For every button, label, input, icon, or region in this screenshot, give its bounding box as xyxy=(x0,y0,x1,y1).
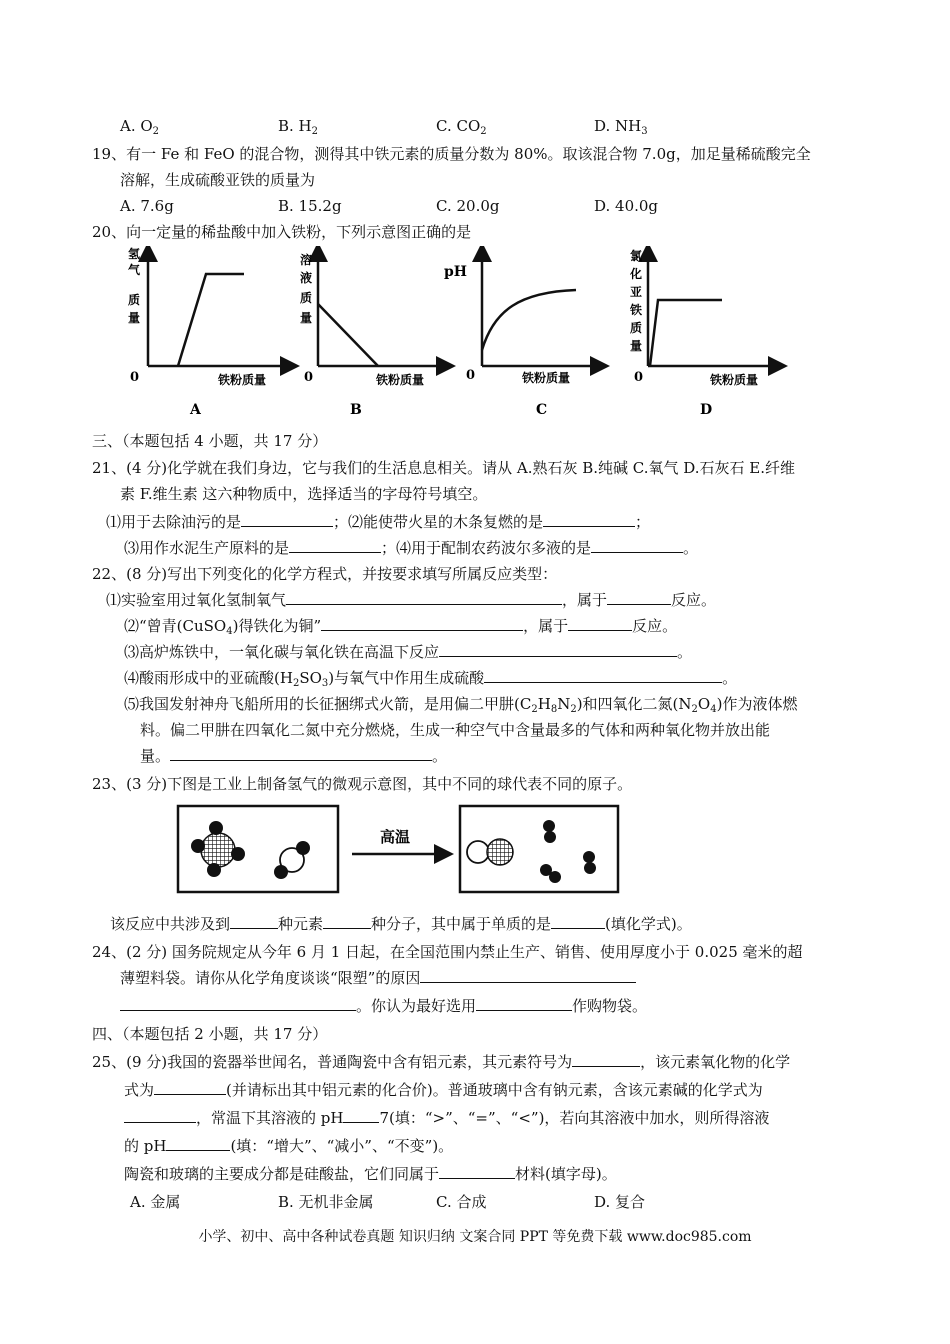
hydrogen-molecule-1 xyxy=(543,820,556,843)
q21-text-line2: 素 F.维生素 这六种物质中，选择适当的字母符号填空。 xyxy=(120,485,488,503)
q24-blank-3[interactable] xyxy=(476,996,572,1011)
q22-sub1: ⑴实验室用过氧化氢制氧气 ，属于 反应。 xyxy=(106,591,717,609)
q21-blank-2[interactable] xyxy=(543,512,635,527)
page-footer: 小学、初中、高中各种试卷真题 知识归纳 文案合同 PPT 等免费下载 www.doc985.com xyxy=(198,1229,752,1245)
q22-blank-7[interactable] xyxy=(170,746,432,761)
q18-option-c: C. $CO_2$ xyxy=(436,117,487,137)
q19-text-line2: 溶解，生成硫酸亚铁的质量为 xyxy=(120,171,316,189)
q25-text-line1: 25、(9 分)我国的瓷器举世闻名，普通陶瓷中含有铝元素，其元素符号为 ，该元素氧化物的化学 xyxy=(92,1053,791,1071)
graph-c xyxy=(444,252,600,418)
graph-a-ylabel-0: 氢 xyxy=(128,247,141,261)
q25-text-line2: 式为 (并请标出其中铝元素的化合价)。普通玻璃中含有钠元素，含该元素碱的化学式为 xyxy=(124,1081,763,1099)
q24-blank-1[interactable] xyxy=(420,968,636,983)
q20-text: 20、向一定量的稀盐酸中加入铁粉，下列示意图正确的是 xyxy=(92,223,472,241)
graph-d-xlabel: 铁粉质量 xyxy=(710,373,759,387)
graph-d-ylabel-1: 化 xyxy=(630,267,643,281)
graph-c-xlabel: 铁粉质量 xyxy=(522,371,571,385)
q25-option-b: B. 无机非金属 xyxy=(278,1193,374,1211)
water-molecule xyxy=(274,841,310,879)
q22-sub5-line1: ⑸我国发射神舟飞船所用的长征捆绑式火箭，是用偏二甲肼$(C_2H_8N_2)$和四氧化二氮$(N_2O_4)$作为液体燃 xyxy=(124,695,798,715)
q23-blank-3[interactable] xyxy=(551,914,605,929)
graph-a-ylabel-2: 质 xyxy=(128,293,141,307)
q21-blank-3[interactable] xyxy=(289,538,381,553)
hydrogen-molecule-2 xyxy=(540,864,561,883)
graph-b xyxy=(300,252,446,418)
q22-blank-5[interactable] xyxy=(439,642,677,657)
q23-answer-line: 该反应中共涉及到 种元素 种分子，其中属于单质的是 (填化学式)。 xyxy=(110,915,692,933)
q21-text-line1: 21、(4 分)化学就在我们身边，它与我们的生活息息相关。请从 A.熟石灰 B.纯碱 C.氧气 D.石灰石 E.纤维 xyxy=(92,459,796,477)
graph-d-ylabel-2: 亚 xyxy=(630,285,643,299)
q25-option-a: A. 金属 xyxy=(130,1193,181,1211)
q19-option-a: A. 7.6g xyxy=(120,197,174,215)
graph-c-curve xyxy=(482,290,576,350)
q19-option-c: C. 20.0g xyxy=(436,197,500,215)
q18-option-a: A. $O_2$ xyxy=(120,117,160,137)
q25-blank-2[interactable] xyxy=(154,1080,226,1095)
q19-option-d: D. 40.0g xyxy=(594,197,659,215)
graph-d-ylabel-5: 量 xyxy=(630,339,643,353)
graph-c-ylabel: pH xyxy=(444,264,468,280)
q24-text-line2: 薄塑料袋。请你从化学角度谈谈“限塑”的原因 xyxy=(120,968,636,988)
q24-text-line3: 。你认为最好选用 作购物袋。 xyxy=(120,996,647,1016)
graph-a xyxy=(128,246,290,418)
graph-b-curve xyxy=(318,304,378,366)
graph-d xyxy=(629,248,778,418)
q25-option-c: C. 合成 xyxy=(436,1193,487,1211)
hydrogen-molecule-3 xyxy=(583,851,596,874)
q25-blank-6[interactable] xyxy=(439,1164,515,1179)
q23-title: 23、(3 分)下图是工业上制备氢气的微观示意图，其中不同的球代表不同的原子。 xyxy=(92,775,633,793)
q25-text-line3: ，常温下其溶液的 pH 7(填：“>”、“=”、“<”)，若向其溶液中加水，则所得溶液 xyxy=(124,1108,769,1128)
q22-sub4: ⑷酸雨形成中的亚硫酸$(H_2SO_3)$与氧气中作用生成硫酸 。 xyxy=(124,669,738,689)
q19-text-line1: 19、有一 Fe 和 FeO 的混合物，测得其中铁元素的质量分数为 80%。取该混合物 7.0g，加足量稀硫酸完全 xyxy=(92,145,811,163)
section-4-heading: 四、（本题包括 2 小题，共 17 分） xyxy=(92,1025,328,1043)
q19-option-b: B. 15.2g xyxy=(278,197,342,215)
graph-a-letter: A xyxy=(190,402,201,418)
q22-title: 22、(8 分)写出下列变化的化学方程式，并按要求填写所属反应类型： xyxy=(92,565,558,583)
graph-a-ylabel-3: 量 xyxy=(128,311,141,325)
q25-blank-4[interactable] xyxy=(343,1108,379,1123)
graph-a-curve xyxy=(178,274,244,366)
graph-c-letter: C xyxy=(536,402,548,418)
graph-d-letter: D xyxy=(700,402,713,418)
q22-sub3: ⑶高炉炼铁中，一氧化碳与氧化铁在高温下反应 。 xyxy=(124,643,693,661)
q25-option-d: D. 复合 xyxy=(594,1193,646,1211)
q22-sub5-line3: 量。 。 xyxy=(140,747,448,765)
graph-d-ylabel-4: 质 xyxy=(630,321,643,335)
q23-blank-2[interactable] xyxy=(323,914,371,929)
q24-blank-2[interactable] xyxy=(120,996,356,1011)
q22-blank-3[interactable] xyxy=(321,616,523,631)
q20-graphs xyxy=(110,246,790,421)
q25-blank-1[interactable] xyxy=(572,1052,640,1067)
graph-d-curve xyxy=(650,300,722,366)
q21-sub2: ⑶用作水泥生产原料的是 ；⑷用于配制农药波尔多液的是 。 xyxy=(124,539,699,557)
q21-blank-4[interactable] xyxy=(591,538,683,553)
q18-option-b: B. $H_2$ xyxy=(278,117,319,137)
graph-d-ylabel-0: 氯 xyxy=(630,249,643,263)
graph-b-ylabel-0: 溶 xyxy=(300,253,313,267)
graph-d-origin: 0 xyxy=(634,370,644,385)
q25-text-line5: 陶瓷和玻璃的主要成分都是硅酸盐，它们同属于 材料(填字母)。 xyxy=(124,1165,617,1183)
graph-b-xlabel: 铁粉质量 xyxy=(376,373,425,387)
graph-d-ylabel-3: 铁 xyxy=(630,303,643,317)
q24-text-line1: 24、(2 分) 国务院规定从今年 6 月 1 日起，在全国范围内禁止生产、销售、使用厚度小于 0.025 毫米的超 xyxy=(92,943,803,961)
graph-c-origin: 0 xyxy=(466,368,476,383)
graph-b-ylabel-2: 质 xyxy=(300,291,313,305)
carbon-monoxide-molecule xyxy=(467,839,513,865)
q21-sub1: ⑴用于去除油污的是 ；⑵能使带火星的木条复燃的是 ； xyxy=(106,513,651,531)
methane-molecule xyxy=(191,821,245,877)
graph-b-origin: 0 xyxy=(304,370,314,385)
q22-blank-4[interactable] xyxy=(568,616,632,631)
q22-blank-2[interactable] xyxy=(607,590,671,605)
q22-blank-6[interactable] xyxy=(484,668,722,683)
q22-sub2: ⑵“曾青(CuSO$_4$)得铁化为铜” ，属于 反应。 xyxy=(124,617,678,637)
q25-blank-5[interactable] xyxy=(166,1136,230,1151)
section-3-heading: 三、（本题包括 4 小题，共 17 分） xyxy=(92,432,328,450)
reaction-condition: 高温 xyxy=(380,828,411,846)
graph-a-origin: 0 xyxy=(130,370,140,385)
q25-blank-3[interactable] xyxy=(124,1108,196,1123)
q21-blank-1[interactable] xyxy=(241,512,333,527)
q22-blank-1[interactable] xyxy=(286,590,562,605)
graph-b-ylabel-1: 液 xyxy=(300,271,313,285)
q22-sub5-line2: 料。偏二甲肼在四氧化二氮中充分燃烧，生成一种空气中含量最多的气体和两种氧化物并放出能 xyxy=(140,721,771,739)
graph-b-letter: B xyxy=(350,402,362,418)
q18-option-d: D. $NH_3$ xyxy=(594,117,648,137)
graph-a-xlabel: 铁粉质量 xyxy=(218,373,267,387)
q25-text-line4: 的 pH (填：“增大”、“减小”、“不变”)。 xyxy=(124,1137,454,1155)
q23-blank-1[interactable] xyxy=(230,914,278,929)
graph-b-ylabel-3: 量 xyxy=(300,311,313,325)
q23-reaction-diagram xyxy=(176,804,622,896)
graph-a-ylabel-1: 气 xyxy=(128,263,141,277)
